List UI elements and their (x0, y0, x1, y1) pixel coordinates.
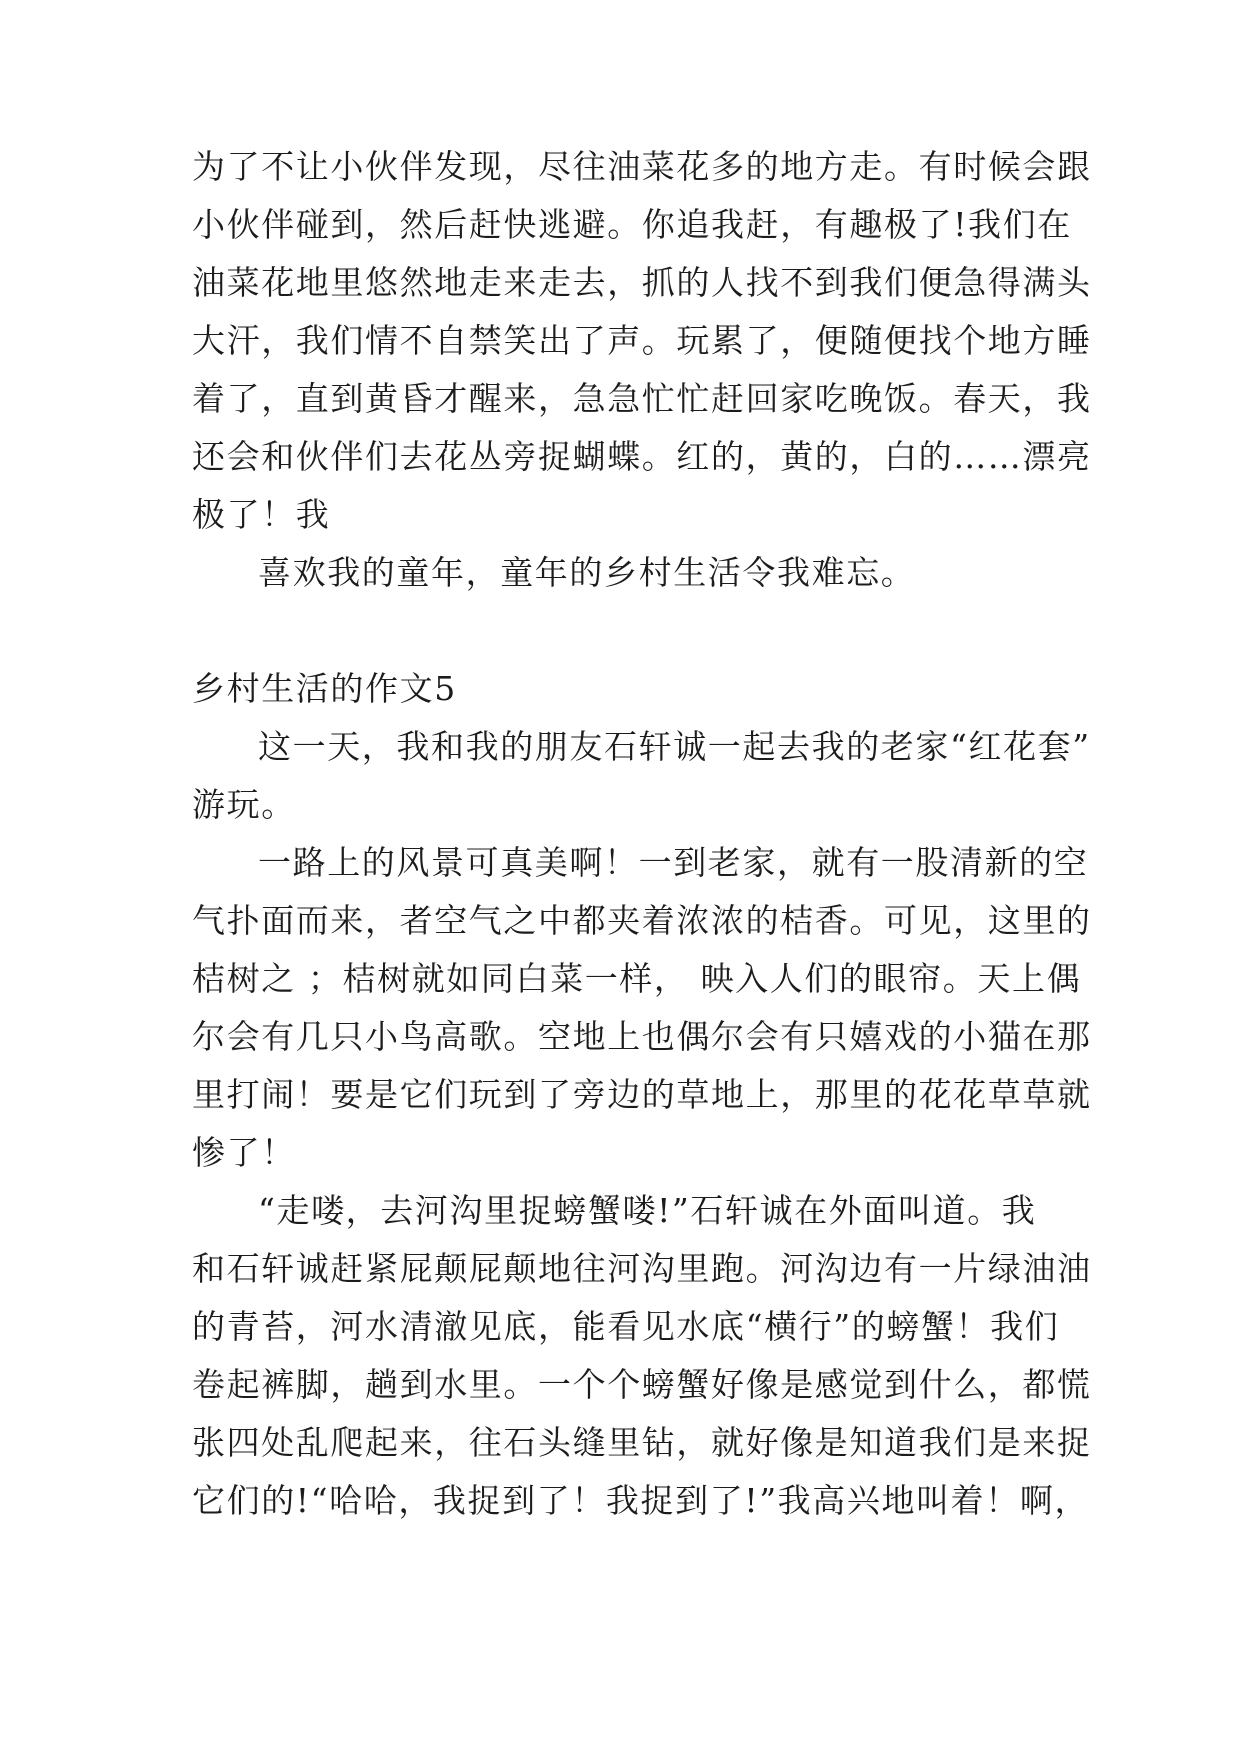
text-line: 极了！我 (192, 495, 331, 534)
text-line: 为了不让小伙伴发现，尽往油菜花多的地方走。有时候会跟 (192, 147, 1092, 186)
paragraph-continuation (192, 138, 1092, 544)
text-line: 一路上的风景可真美啊！一到老家，就有一股清新的空 (258, 843, 1089, 882)
document-body (192, 138, 1092, 1530)
text-line: 气扑面而来，者空气之中都夹着浓浓的桔香。可见，这里的 (192, 901, 1092, 940)
text-line: 卷起裤脚，趟到水里。一个个螃蟹好像是感觉到什么，都慌 (192, 1365, 1092, 1404)
text-line: 这一天，我和我的朋友石轩诚一起去我的老家“红花套” (258, 727, 1091, 766)
text-line: 着了，直到黄昏才醒来，急急忙忙赶回家吃晚饭。春天，我 (192, 379, 1092, 418)
text-line: 惨了！ (192, 1133, 296, 1172)
paragraph (192, 1182, 1092, 1530)
essay-heading: 乡村生活的作文5 (192, 669, 457, 708)
text-line: 小伙伴碰到，然后赶快逃避。你追我赶，有趣极了!我们在 (192, 205, 1072, 244)
text-line: 喜欢我的童年，童年的乡村生活令我难忘。 (258, 553, 916, 592)
text-line: 的青苔，河水清澈见底，能看见水底“横行”的螃蟹！我们 (192, 1307, 1060, 1346)
text-line: 桔树之 ；桔树就如同白菜一样， 映入人们的眼帘。天上偶 (192, 959, 1082, 998)
text-line: 油菜花地里悠然地走来走去，抓的人找不到我们便急得满头 (192, 263, 1092, 302)
text-line: 里打闹！要是它们玩到了旁边的草地上，那里的花花草草就 (192, 1075, 1092, 1114)
paragraph (192, 718, 1091, 834)
paragraph (192, 834, 1092, 1182)
text-line: “走喽，去河沟里捉螃蟹喽!”石轩诚在外面叫道。我 (258, 1191, 1037, 1230)
paragraph-closing (192, 544, 1052, 602)
text-line: 它们的!“哈哈，我捉到了！我捉到了!”我高兴地叫着！啊， (192, 1481, 1090, 1520)
text-line: 游玩。 (192, 785, 296, 824)
text-line: 大汗，我们情不自禁笑出了声。玩累了，便随便找个地方睡 (192, 321, 1092, 360)
text-line: 张四处乱爬起来，往石头缝里钻，就好像是知道我们是来捉 (192, 1423, 1092, 1462)
text-line: 和石轩诚赶紧屁颠屁颠地往河沟里跑。河沟边有一片绿油油 (192, 1249, 1092, 1288)
text-line: 尔会有几只小鸟高歌。空地上也偶尔会有只嬉戏的小猫在那 (192, 1017, 1092, 1056)
text-line: 还会和伙伴们去花丛旁捉蝴蝶。红的，黄的，白的……漂亮 (192, 437, 1092, 476)
essay-section (192, 660, 1092, 1530)
section-gap (192, 602, 1052, 660)
